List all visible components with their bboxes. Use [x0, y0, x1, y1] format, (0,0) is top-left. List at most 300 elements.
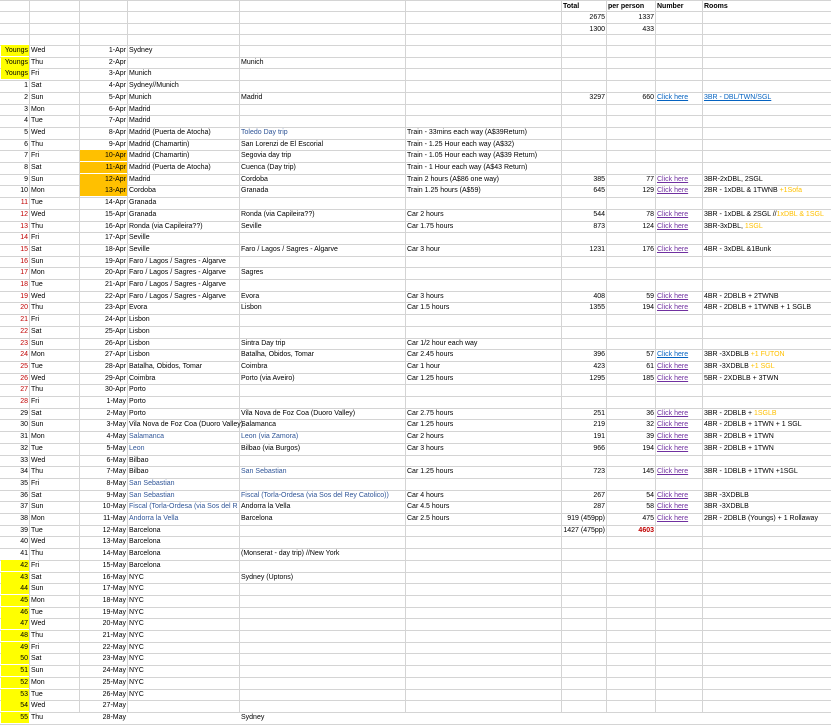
- day-number-cell[interactable]: 50: [20, 655, 28, 662]
- location-cell[interactable]: Andorra la Vella: [129, 515, 179, 522]
- rooms-cell[interactable]: [703, 361, 830, 372]
- header-total[interactable]: Total: [563, 3, 580, 10]
- rooms-cell[interactable]: [703, 419, 830, 430]
- day-number-cell[interactable]: 5: [24, 129, 28, 136]
- total-cell[interactable]: 396: [593, 351, 605, 358]
- transport-cell[interactable]: Train 1.25 hours (A$59): [407, 187, 481, 194]
- date-cell[interactable]: 17-May: [102, 585, 126, 592]
- location-cell[interactable]: Madrid (Puerta de Atocha): [129, 129, 211, 136]
- date-cell[interactable]: 1-Apr: [108, 47, 126, 54]
- date-cell[interactable]: 3-May: [106, 421, 126, 428]
- transport-cell[interactable]: Car 4.5 hours: [407, 503, 450, 510]
- weekday-cell[interactable]: Thu: [31, 468, 44, 475]
- date-cell[interactable]: 5-Apr: [108, 94, 126, 101]
- date-cell[interactable]: 4-Apr: [108, 82, 126, 89]
- location-cell[interactable]: Bilbao: [129, 457, 149, 464]
- rooms-cell[interactable]: [703, 513, 830, 524]
- location-cell[interactable]: Porto: [129, 386, 146, 393]
- date-cell[interactable]: 6-Apr: [108, 106, 126, 113]
- date-cell[interactable]: 5-May: [106, 445, 126, 452]
- day-number-cell[interactable]: 9: [24, 176, 28, 183]
- date-cell[interactable]: 26-May: [102, 691, 126, 698]
- rooms-cell[interactable]: [703, 185, 830, 196]
- transport-cell[interactable]: Train - 1 Hour each way (A$43 Return): [407, 164, 528, 171]
- location-cell[interactable]: Faro / Lagos / Sagres - Algarve: [129, 293, 226, 300]
- date-cell[interactable]: 7-May: [106, 468, 126, 475]
- date-cell[interactable]: 20-Apr: [104, 269, 126, 276]
- date-cell[interactable]: 24-May: [102, 667, 126, 674]
- date-cell[interactable]: 7-Apr: [108, 117, 126, 124]
- transport-cell[interactable]: Car 2.75 hours: [407, 410, 454, 417]
- day-number-cell[interactable]: 7: [24, 152, 28, 159]
- location-cell[interactable]: Lisbon: [129, 316, 150, 323]
- weekday-cell[interactable]: Tue: [31, 609, 43, 616]
- activity-cell[interactable]: Evora: [241, 293, 260, 300]
- date-cell[interactable]: 23-May: [102, 655, 126, 662]
- day-number-cell[interactable]: Youngs: [4, 70, 28, 77]
- activity-cell[interactable]: Ronda (via Capileira??): [241, 211, 315, 218]
- total-cell[interactable]: 966: [593, 445, 605, 452]
- location-cell[interactable]: Barcelona: [129, 538, 161, 545]
- location-cell[interactable]: NYC: [129, 655, 144, 662]
- day-number-cell[interactable]: 17: [20, 269, 28, 276]
- rooms-cell[interactable]: [703, 302, 830, 313]
- location-cell[interactable]: Munich: [129, 94, 152, 101]
- date-cell[interactable]: 11-May: [103, 515, 126, 522]
- activity-cell[interactable]: Cordoba: [241, 176, 268, 183]
- date-cell[interactable]: 12-May: [102, 527, 126, 534]
- total-cell[interactable]: 1355: [589, 304, 605, 311]
- activity-cell[interactable]: Sydney (Uptons): [241, 574, 294, 581]
- date-cell[interactable]: 19-Apr: [104, 258, 126, 265]
- rooms-cell[interactable]: [703, 373, 830, 384]
- activity-cell[interactable]: Seville: [241, 223, 262, 230]
- header-number[interactable]: Number: [657, 3, 684, 10]
- weekday-cell[interactable]: Wed: [31, 293, 46, 300]
- activity-cell[interactable]: Madrid: [241, 94, 263, 101]
- date-cell[interactable]: 25-Apr: [104, 328, 126, 335]
- per-person-cell[interactable]: 660: [642, 94, 654, 101]
- day-number-cell[interactable]: 4: [24, 117, 28, 124]
- day-number-cell[interactable]: 46: [20, 609, 28, 616]
- weekday-cell[interactable]: Mon: [31, 187, 45, 194]
- weekday-cell[interactable]: Tue: [31, 527, 43, 534]
- weekday-cell[interactable]: Mon: [31, 597, 45, 604]
- activity-cell[interactable]: Barcelona: [241, 515, 273, 522]
- location-cell[interactable]: Sydney//Munich: [129, 82, 179, 89]
- activity-cell[interactable]: Leon (via Zamora): [241, 433, 299, 440]
- weekday-cell[interactable]: Tue: [31, 691, 43, 698]
- day-number-cell[interactable]: 37: [20, 503, 28, 510]
- weekday-cell[interactable]: Mon: [31, 515, 45, 522]
- rooms-cell[interactable]: [703, 244, 830, 255]
- booking-link[interactable]: Click here: [657, 410, 689, 417]
- day-number-cell[interactable]: 11: [20, 199, 28, 206]
- per-person-cell[interactable]: 54: [646, 492, 654, 499]
- location-cell[interactable]: Salamanca: [129, 433, 165, 440]
- activity-cell[interactable]: Sintra Day trip: [241, 340, 286, 347]
- activity-cell[interactable]: Bilbao (via Burgos): [241, 445, 301, 452]
- day-number-cell[interactable]: Youngs: [4, 47, 28, 54]
- per-person-cell[interactable]: 185: [642, 375, 654, 382]
- day-number-cell[interactable]: 52: [20, 679, 28, 686]
- location-cell[interactable]: Coimbra: [129, 375, 156, 382]
- date-cell[interactable]: 13-Apr: [104, 187, 126, 194]
- booking-link[interactable]: Click here: [657, 503, 689, 510]
- date-cell[interactable]: 9-Apr: [108, 141, 126, 148]
- transport-cell[interactable]: Car 3 hour: [407, 246, 441, 253]
- weekday-cell[interactable]: Sun: [31, 258, 44, 265]
- transport-cell[interactable]: Train - 33mins each way (A$39Return): [407, 129, 527, 136]
- day-number-cell[interactable]: 6: [24, 141, 28, 148]
- day-number-cell[interactable]: 30: [20, 421, 28, 428]
- booking-link[interactable]: Click here: [657, 211, 689, 218]
- weekday-cell[interactable]: Sun: [31, 503, 44, 510]
- location-cell[interactable]: San Sebastian: [129, 480, 175, 487]
- weekday-cell[interactable]: Wed: [31, 129, 46, 136]
- rooms-cell[interactable]: [703, 291, 830, 302]
- booking-link[interactable]: Click here: [657, 304, 689, 311]
- transport-cell[interactable]: Car 1.25 hours: [407, 421, 454, 428]
- rooms-cell[interactable]: [703, 490, 830, 501]
- rooms-cell[interactable]: [703, 209, 830, 220]
- day-number-cell[interactable]: Youngs: [4, 59, 28, 66]
- date-cell[interactable]: 1-May: [106, 398, 126, 405]
- header-rooms[interactable]: Rooms: [704, 3, 728, 10]
- activity-cell[interactable]: Faro / Lagos / Sagres - Algarve: [241, 246, 338, 253]
- header-per-person[interactable]: per person: [608, 3, 645, 10]
- per-person-cell[interactable]: 176: [642, 246, 654, 253]
- total-cell[interactable]: 873: [593, 223, 605, 230]
- date-cell[interactable]: 8-May: [106, 480, 126, 487]
- weekday-cell[interactable]: Sun: [31, 340, 44, 347]
- per-person-cell[interactable]: 475: [642, 515, 654, 522]
- activity-cell[interactable]: Vila Nova de Foz Coa (Duoro Valley): [241, 410, 356, 417]
- weekday-cell[interactable]: Sat: [31, 246, 42, 253]
- location-cell[interactable]: NYC: [129, 632, 144, 639]
- date-cell[interactable]: 16-Apr: [104, 223, 126, 230]
- booking-link[interactable]: Click here: [657, 515, 689, 522]
- day-number-cell[interactable]: 48: [20, 632, 28, 639]
- location-cell[interactable]: Madrid (Chamartin): [129, 141, 190, 148]
- location-cell[interactable]: Munich: [129, 70, 152, 77]
- day-number-cell[interactable]: 41: [20, 550, 28, 557]
- weekday-cell[interactable]: Fri: [31, 398, 40, 405]
- day-number-cell[interactable]: 54: [20, 702, 28, 709]
- weekday-cell[interactable]: Sat: [31, 82, 42, 89]
- day-number-cell[interactable]: 47: [20, 620, 28, 627]
- location-cell[interactable]: Granada: [129, 211, 157, 218]
- day-number-cell[interactable]: 29: [20, 410, 28, 417]
- per-person-cell[interactable]: 58: [646, 503, 654, 510]
- date-cell[interactable]: 29-Apr: [104, 375, 126, 382]
- per-person-cell[interactable]: 61: [646, 363, 654, 370]
- day-number-cell[interactable]: 23: [20, 340, 28, 347]
- activity-cell[interactable]: (Monserat - day trip) //New York: [241, 550, 340, 557]
- transport-cell[interactable]: Car 2.5 hours: [407, 515, 450, 522]
- booking-link[interactable]: Click here: [657, 468, 689, 475]
- total-cell[interactable]: 645: [593, 187, 605, 194]
- weekday-cell[interactable]: Mon: [31, 269, 45, 276]
- location-cell[interactable]: Barcelona: [129, 527, 161, 534]
- weekday-cell[interactable]: Wed: [31, 211, 46, 218]
- weekday-cell[interactable]: Wed: [31, 538, 46, 545]
- date-cell[interactable]: 13-May: [102, 538, 126, 545]
- date-cell[interactable]: 2-Apr: [108, 59, 126, 66]
- date-cell[interactable]: 15-Apr: [104, 211, 126, 218]
- day-number-cell[interactable]: 21: [20, 316, 28, 323]
- booking-link[interactable]: Click here: [657, 94, 689, 101]
- location-cell[interactable]: Vila Nova de Foz Coa (Duoro Valley): [129, 421, 244, 428]
- weekday-cell[interactable]: Thu: [31, 59, 44, 66]
- location-cell[interactable]: Barcelona: [129, 562, 161, 569]
- rooms-cell[interactable]: [703, 501, 830, 512]
- activity-cell[interactable]: Sydney: [241, 714, 265, 721]
- booking-link[interactable]: Click here: [657, 187, 689, 194]
- weekday-cell[interactable]: Mon: [31, 106, 45, 113]
- location-cell[interactable]: NYC: [129, 574, 144, 581]
- rooms-cell[interactable]: [703, 443, 830, 454]
- date-cell[interactable]: 19-May: [102, 609, 126, 616]
- location-cell[interactable]: Porto: [129, 398, 146, 405]
- date-cell[interactable]: 14-May: [102, 550, 126, 557]
- total-cell[interactable]: 191: [593, 433, 605, 440]
- total-cell[interactable]: 723: [593, 468, 605, 475]
- date-cell[interactable]: 21-May: [102, 632, 126, 639]
- total-cell[interactable]: 267: [593, 492, 605, 499]
- total-cell[interactable]: 287: [593, 503, 605, 510]
- transport-cell[interactable]: Car 1.25 hours: [407, 468, 454, 475]
- weekday-cell[interactable]: Fri: [31, 152, 40, 159]
- transport-cell[interactable]: Car 2.45 hours: [407, 351, 454, 358]
- date-cell[interactable]: 27-Apr: [104, 351, 126, 358]
- location-cell[interactable]: Barcelona: [129, 550, 161, 557]
- booking-link[interactable]: Click here: [657, 223, 689, 230]
- weekday-cell[interactable]: Wed: [31, 375, 46, 382]
- location-cell[interactable]: NYC: [129, 609, 144, 616]
- weekday-cell[interactable]: Sat: [31, 410, 42, 417]
- day-number-cell[interactable]: 20: [20, 304, 28, 311]
- day-number-cell[interactable]: 53: [20, 691, 28, 698]
- location-cell[interactable]: Granada: [129, 199, 157, 206]
- day-number-cell[interactable]: 1: [24, 82, 28, 89]
- booking-link[interactable]: Click here: [657, 293, 689, 300]
- total-cell[interactable]: 408: [593, 293, 605, 300]
- weekday-cell[interactable]: Sat: [31, 574, 42, 581]
- activity-cell[interactable]: Porto (via Aveiro): [241, 375, 295, 382]
- location-cell[interactable]: Bilbao: [129, 468, 149, 475]
- per-person-cell[interactable]: 77: [646, 176, 654, 183]
- activity-cell[interactable]: San Sebastian: [241, 468, 287, 475]
- day-number-cell[interactable]: 14: [20, 234, 28, 241]
- activity-cell[interactable]: Coimbra: [241, 363, 268, 370]
- location-cell[interactable]: Madrid: [129, 176, 151, 183]
- date-cell[interactable]: 24-Apr: [104, 316, 126, 323]
- summary-per-person-cell[interactable]: 1337: [638, 14, 654, 21]
- per-person-cell[interactable]: 39: [646, 433, 654, 440]
- weekday-cell[interactable]: Fri: [31, 480, 40, 487]
- rooms-cell[interactable]: [703, 174, 830, 185]
- day-number-cell[interactable]: 16: [20, 258, 28, 265]
- date-cell[interactable]: 22-Apr: [104, 293, 126, 300]
- location-cell[interactable]: Batalha, Obidos, Tomar: [129, 363, 203, 370]
- date-cell[interactable]: 6-May: [106, 457, 126, 464]
- total-cell[interactable]: 423: [593, 363, 605, 370]
- rooms-cell[interactable]: [703, 221, 830, 232]
- weekday-cell[interactable]: Fri: [31, 644, 40, 651]
- rooms-cell[interactable]: [703, 466, 830, 477]
- rooms-cell[interactable]: [703, 431, 830, 442]
- day-number-cell[interactable]: 24: [20, 351, 28, 358]
- activity-cell[interactable]: Lisbon: [241, 304, 262, 311]
- location-cell[interactable]: NYC: [129, 667, 144, 674]
- total-cell[interactable]: 1295: [589, 375, 605, 382]
- weekday-cell[interactable]: Tue: [31, 281, 43, 288]
- activity-cell[interactable]: Fiscal (Torla-Ordesa (via Sos del Rey Catolico)): [241, 492, 389, 499]
- weekday-cell[interactable]: Fri: [31, 562, 40, 569]
- date-cell[interactable]: 16-May: [102, 574, 126, 581]
- transport-cell[interactable]: Car 2 hours: [407, 211, 444, 218]
- activity-cell[interactable]: San Lorenzi de El Escorial: [241, 141, 324, 148]
- transport-cell[interactable]: Car 3 hours: [407, 293, 444, 300]
- weekday-cell[interactable]: Mon: [31, 351, 45, 358]
- rooms-cell[interactable]: [703, 408, 830, 419]
- total-cell[interactable]: 544: [593, 211, 605, 218]
- activity-cell[interactable]: Munich: [241, 59, 264, 66]
- transport-cell[interactable]: Car 1.25 hours: [407, 375, 454, 382]
- location-cell[interactable]: Lisbon: [129, 340, 150, 347]
- location-cell[interactable]: Lisbon: [129, 351, 150, 358]
- activity-cell[interactable]: Toledo Day trip: [241, 129, 288, 136]
- date-cell[interactable]: 28-Apr: [104, 363, 126, 370]
- rooms-cell[interactable]: [703, 92, 830, 103]
- location-cell[interactable]: Madrid: [129, 117, 151, 124]
- day-number-cell[interactable]: 35: [20, 480, 28, 487]
- location-cell[interactable]: NYC: [129, 620, 144, 627]
- weekday-cell[interactable]: Thu: [31, 714, 44, 721]
- weekday-cell[interactable]: Fri: [31, 70, 40, 77]
- per-person-cell[interactable]: 145: [642, 468, 654, 475]
- day-number-cell[interactable]: 38: [20, 515, 28, 522]
- weekday-cell[interactable]: Thu: [31, 386, 44, 393]
- weekday-cell[interactable]: Tue: [31, 117, 43, 124]
- per-person-cell[interactable]: 194: [642, 304, 654, 311]
- per-person-cell[interactable]: 78: [646, 211, 654, 218]
- location-cell[interactable]: Madrid (Chamartin): [129, 152, 190, 159]
- per-person-cell[interactable]: 124: [642, 223, 654, 230]
- date-cell[interactable]: 4-May: [106, 433, 126, 440]
- booking-link[interactable]: Click here: [657, 176, 689, 183]
- day-number-cell[interactable]: 22: [20, 328, 28, 335]
- date-cell[interactable]: 30-Apr: [104, 386, 126, 393]
- weekday-cell[interactable]: Thu: [31, 632, 44, 639]
- day-number-cell[interactable]: 27: [20, 386, 28, 393]
- booking-link[interactable]: Click here: [657, 375, 689, 382]
- day-number-cell[interactable]: 49: [20, 644, 28, 651]
- activity-cell[interactable]: Segovia day trip: [241, 152, 292, 159]
- weekday-cell[interactable]: Sat: [31, 164, 42, 171]
- location-cell[interactable]: Ronda (via Capileira??): [129, 223, 203, 230]
- total-cell[interactable]: 919 (459pp): [567, 515, 605, 522]
- day-number-cell[interactable]: 31: [20, 433, 28, 440]
- per-person-cell[interactable]: 129: [642, 187, 654, 194]
- location-cell[interactable]: Faro / Lagos / Sagres - Algarve: [129, 258, 226, 265]
- day-number-cell[interactable]: 18: [20, 281, 28, 288]
- date-cell[interactable]: 10-May: [102, 503, 126, 510]
- total-cell[interactable]: 1231: [589, 246, 605, 253]
- location-cell[interactable]: Cordoba: [129, 187, 156, 194]
- booking-link[interactable]: Click here: [657, 492, 689, 499]
- location-cell[interactable]: San Sebastian: [129, 492, 175, 499]
- weekday-cell[interactable]: Sat: [31, 655, 42, 662]
- date-cell[interactable]: 20-May: [102, 620, 126, 627]
- activity-cell[interactable]: Cuenca (Day trip): [241, 164, 296, 171]
- transport-cell[interactable]: Car 4 hours: [407, 492, 444, 499]
- location-cell[interactable]: NYC: [129, 644, 144, 651]
- per-person-cell[interactable]: 36: [646, 410, 654, 417]
- booking-link[interactable]: Click here: [657, 351, 689, 358]
- weekday-cell[interactable]: Thu: [31, 223, 44, 230]
- date-cell[interactable]: 27-May: [102, 702, 126, 709]
- weekday-cell[interactable]: Tue: [31, 445, 43, 452]
- booking-link[interactable]: Click here: [657, 445, 689, 452]
- day-number-cell[interactable]: 42: [20, 562, 28, 569]
- date-cell[interactable]: 10-Apr: [104, 152, 126, 159]
- date-cell[interactable]: 25-May: [102, 679, 126, 686]
- transport-cell[interactable]: Train 2 hours (A$86 one way): [407, 176, 499, 183]
- day-number-cell[interactable]: 25: [20, 363, 28, 370]
- date-cell[interactable]: 14-Apr: [104, 199, 126, 206]
- date-cell[interactable]: 3-Apr: [108, 70, 126, 77]
- location-cell[interactable]: Evora: [129, 304, 148, 311]
- booking-link[interactable]: Click here: [657, 433, 689, 440]
- weekday-cell[interactable]: Tue: [31, 363, 43, 370]
- transport-cell[interactable]: Car 1/2 hour each way: [407, 340, 478, 347]
- date-cell[interactable]: 28-May: [102, 714, 126, 721]
- location-cell[interactable]: Sydney: [129, 47, 153, 54]
- location-cell[interactable]: Madrid (Puerta de Atocha): [129, 164, 211, 171]
- total-cell[interactable]: 3297: [589, 94, 605, 101]
- date-cell[interactable]: 18-Apr: [104, 246, 126, 253]
- day-number-cell[interactable]: 19: [20, 293, 28, 300]
- date-cell[interactable]: 18-May: [102, 597, 126, 604]
- weekday-cell[interactable]: Sun: [31, 421, 44, 428]
- date-cell[interactable]: 12-Apr: [104, 176, 126, 183]
- day-number-cell[interactable]: 43: [20, 574, 28, 581]
- day-number-cell[interactable]: 13: [20, 223, 28, 230]
- transport-cell[interactable]: Car 1.5 hours: [407, 304, 450, 311]
- booking-link[interactable]: Click here: [657, 421, 689, 428]
- day-number-cell[interactable]: 44: [20, 585, 28, 592]
- transport-cell[interactable]: Car 2 hours: [407, 433, 444, 440]
- weekday-cell[interactable]: Fri: [31, 316, 40, 323]
- day-number-cell[interactable]: 26: [20, 375, 28, 382]
- day-number-cell[interactable]: 12: [20, 211, 28, 218]
- day-number-cell[interactable]: 33: [20, 457, 28, 464]
- day-number-cell[interactable]: 15: [20, 246, 28, 253]
- activity-cell[interactable]: Sagres: [241, 269, 264, 276]
- location-cell[interactable]: Lisbon: [129, 328, 150, 335]
- day-number-cell[interactable]: 40: [20, 538, 28, 545]
- date-cell[interactable]: 8-Apr: [108, 129, 126, 136]
- day-number-cell[interactable]: 32: [20, 445, 28, 452]
- day-number-cell[interactable]: 55: [20, 714, 28, 721]
- location-cell[interactable]: Fiscal (Torla-Ordesa (via Sos del R: [129, 503, 238, 510]
- booking-link[interactable]: Click here: [657, 246, 689, 253]
- date-cell[interactable]: 21-Apr: [104, 281, 126, 288]
- day-number-cell[interactable]: 2: [24, 94, 28, 101]
- weekday-cell[interactable]: Tue: [31, 199, 43, 206]
